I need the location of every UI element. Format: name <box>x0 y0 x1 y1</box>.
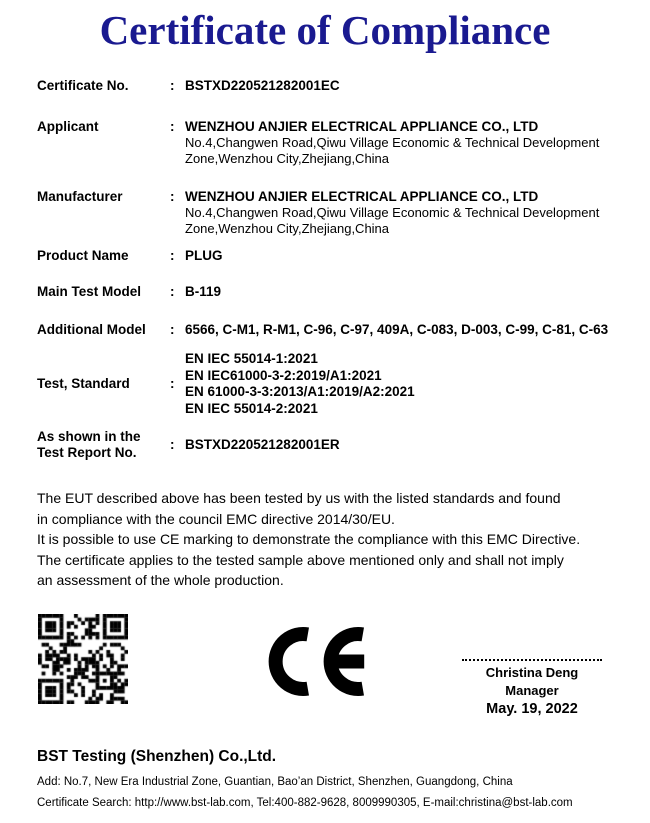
standard-line: EN IEC 55014-2:2021 <box>185 400 318 416</box>
signature-date: May. 19, 2022 <box>486 701 578 717</box>
signature-block <box>446 657 618 718</box>
applicant-company: WENZHOU ANJIER ELECTRICAL APPLIANCE CO., LTD <box>185 119 539 134</box>
standard-line: EN 61000-3-3:2013/A1:2019/A2:2021 <box>185 384 415 399</box>
signature-dotted-line <box>462 659 602 661</box>
main-test-model: B-119 <box>185 284 222 299</box>
field-colon: : <box>170 189 175 204</box>
field-label: Applicant <box>37 119 99 134</box>
qr-code-icon <box>38 614 128 704</box>
field-label: Certificate No. <box>37 78 129 93</box>
compliance-statement <box>37 488 615 591</box>
applicant-address-line: No.4,Changwen Road,Qiwu Village Economic & Technical Development <box>185 135 600 150</box>
field-label: Manufacturer <box>37 189 123 204</box>
field-row-certificate-no <box>37 78 615 94</box>
applicant-value <box>185 119 615 167</box>
issuer-company-name: BST Testing (Shenzhen) Co.,Ltd. <box>37 748 277 765</box>
field-row-applicant <box>37 119 615 167</box>
field-label-line: Test Report No. <box>37 445 137 460</box>
certificate-number: BSTXD220521282001EC <box>185 78 340 93</box>
certificate-title: Certificate of Compliance <box>99 7 551 53</box>
manufacturer-address-line: No.4,Changwen Road,Qiwu Village Economic & Technical Development <box>185 205 600 220</box>
field-label: Main Test Model <box>37 284 142 299</box>
statement-line: an assessment of the whole production. <box>37 572 284 588</box>
field-label: Test, Standard <box>37 376 130 391</box>
standard-line: EN IEC 55014-1:2021 <box>185 351 318 366</box>
test-report-number: BSTXD220521282001ER <box>185 437 340 452</box>
issuer-contact-line: Certificate Search: http://www.bst-lab.com, Tel:400-882-9628, 8009990305, E-mail:christina@bst-lab.com <box>37 797 573 809</box>
manufacturer-address-line: Zone,Wenzhou City,Zhejiang,China <box>185 221 390 236</box>
product-name: PLUG <box>185 248 223 263</box>
field-row-test-report-no <box>37 429 615 461</box>
statement-line: It is possible to use CE marking to demonstrate the compliance with this EMC Directive. <box>37 531 581 547</box>
standard-line: EN IEC61000-3-2:2019/A1:2021 <box>185 367 382 383</box>
field-row-main-test-model <box>37 284 615 300</box>
statement-line: The certificate applies to the tested sample above mentioned only and shall not imply <box>37 551 564 568</box>
signer-name: Christina Deng <box>485 665 579 680</box>
field-label <box>37 429 170 461</box>
field-colon: : <box>170 322 175 337</box>
field-row-test-standard <box>37 351 615 417</box>
field-row-additional-model <box>37 322 615 338</box>
test-standards <box>185 351 615 417</box>
field-colon: : <box>170 78 175 93</box>
field-label: Additional Model <box>37 322 146 337</box>
field-colon: : <box>170 119 175 134</box>
field-colon: : <box>170 437 175 452</box>
field-row-product-name <box>37 248 615 264</box>
statement-line: in compliance with the council EMC directive 2014/30/EU. <box>37 510 395 527</box>
field-colon: : <box>170 284 175 299</box>
field-label: Product Name <box>37 248 129 263</box>
applicant-address-line: Zone,Wenzhou City,Zhejiang,China <box>185 151 390 166</box>
statement-line: The EUT described above has been tested by us with the listed standards and found <box>37 490 561 506</box>
issuer-address: Add: No.7, New Era Industrial Zone, Guantian, Bao’an District, Shenzhen, Guangdong, China <box>37 776 513 788</box>
field-row-manufacturer <box>37 189 615 237</box>
manufacturer-value <box>185 189 615 237</box>
field-label-line: As shown in the <box>37 429 141 444</box>
field-colon: : <box>170 376 175 391</box>
manufacturer-company: WENZHOU ANJIER ELECTRICAL APPLIANCE CO., LTD <box>185 189 539 204</box>
signer-role: Manager <box>505 683 559 698</box>
field-colon: : <box>170 248 175 263</box>
ce-mark-icon <box>268 623 365 700</box>
additional-models: 6566, C-M1, R-M1, C-96, C-97, 409A, C-083, D-003, C-99, C-81, C-63 <box>185 322 609 337</box>
